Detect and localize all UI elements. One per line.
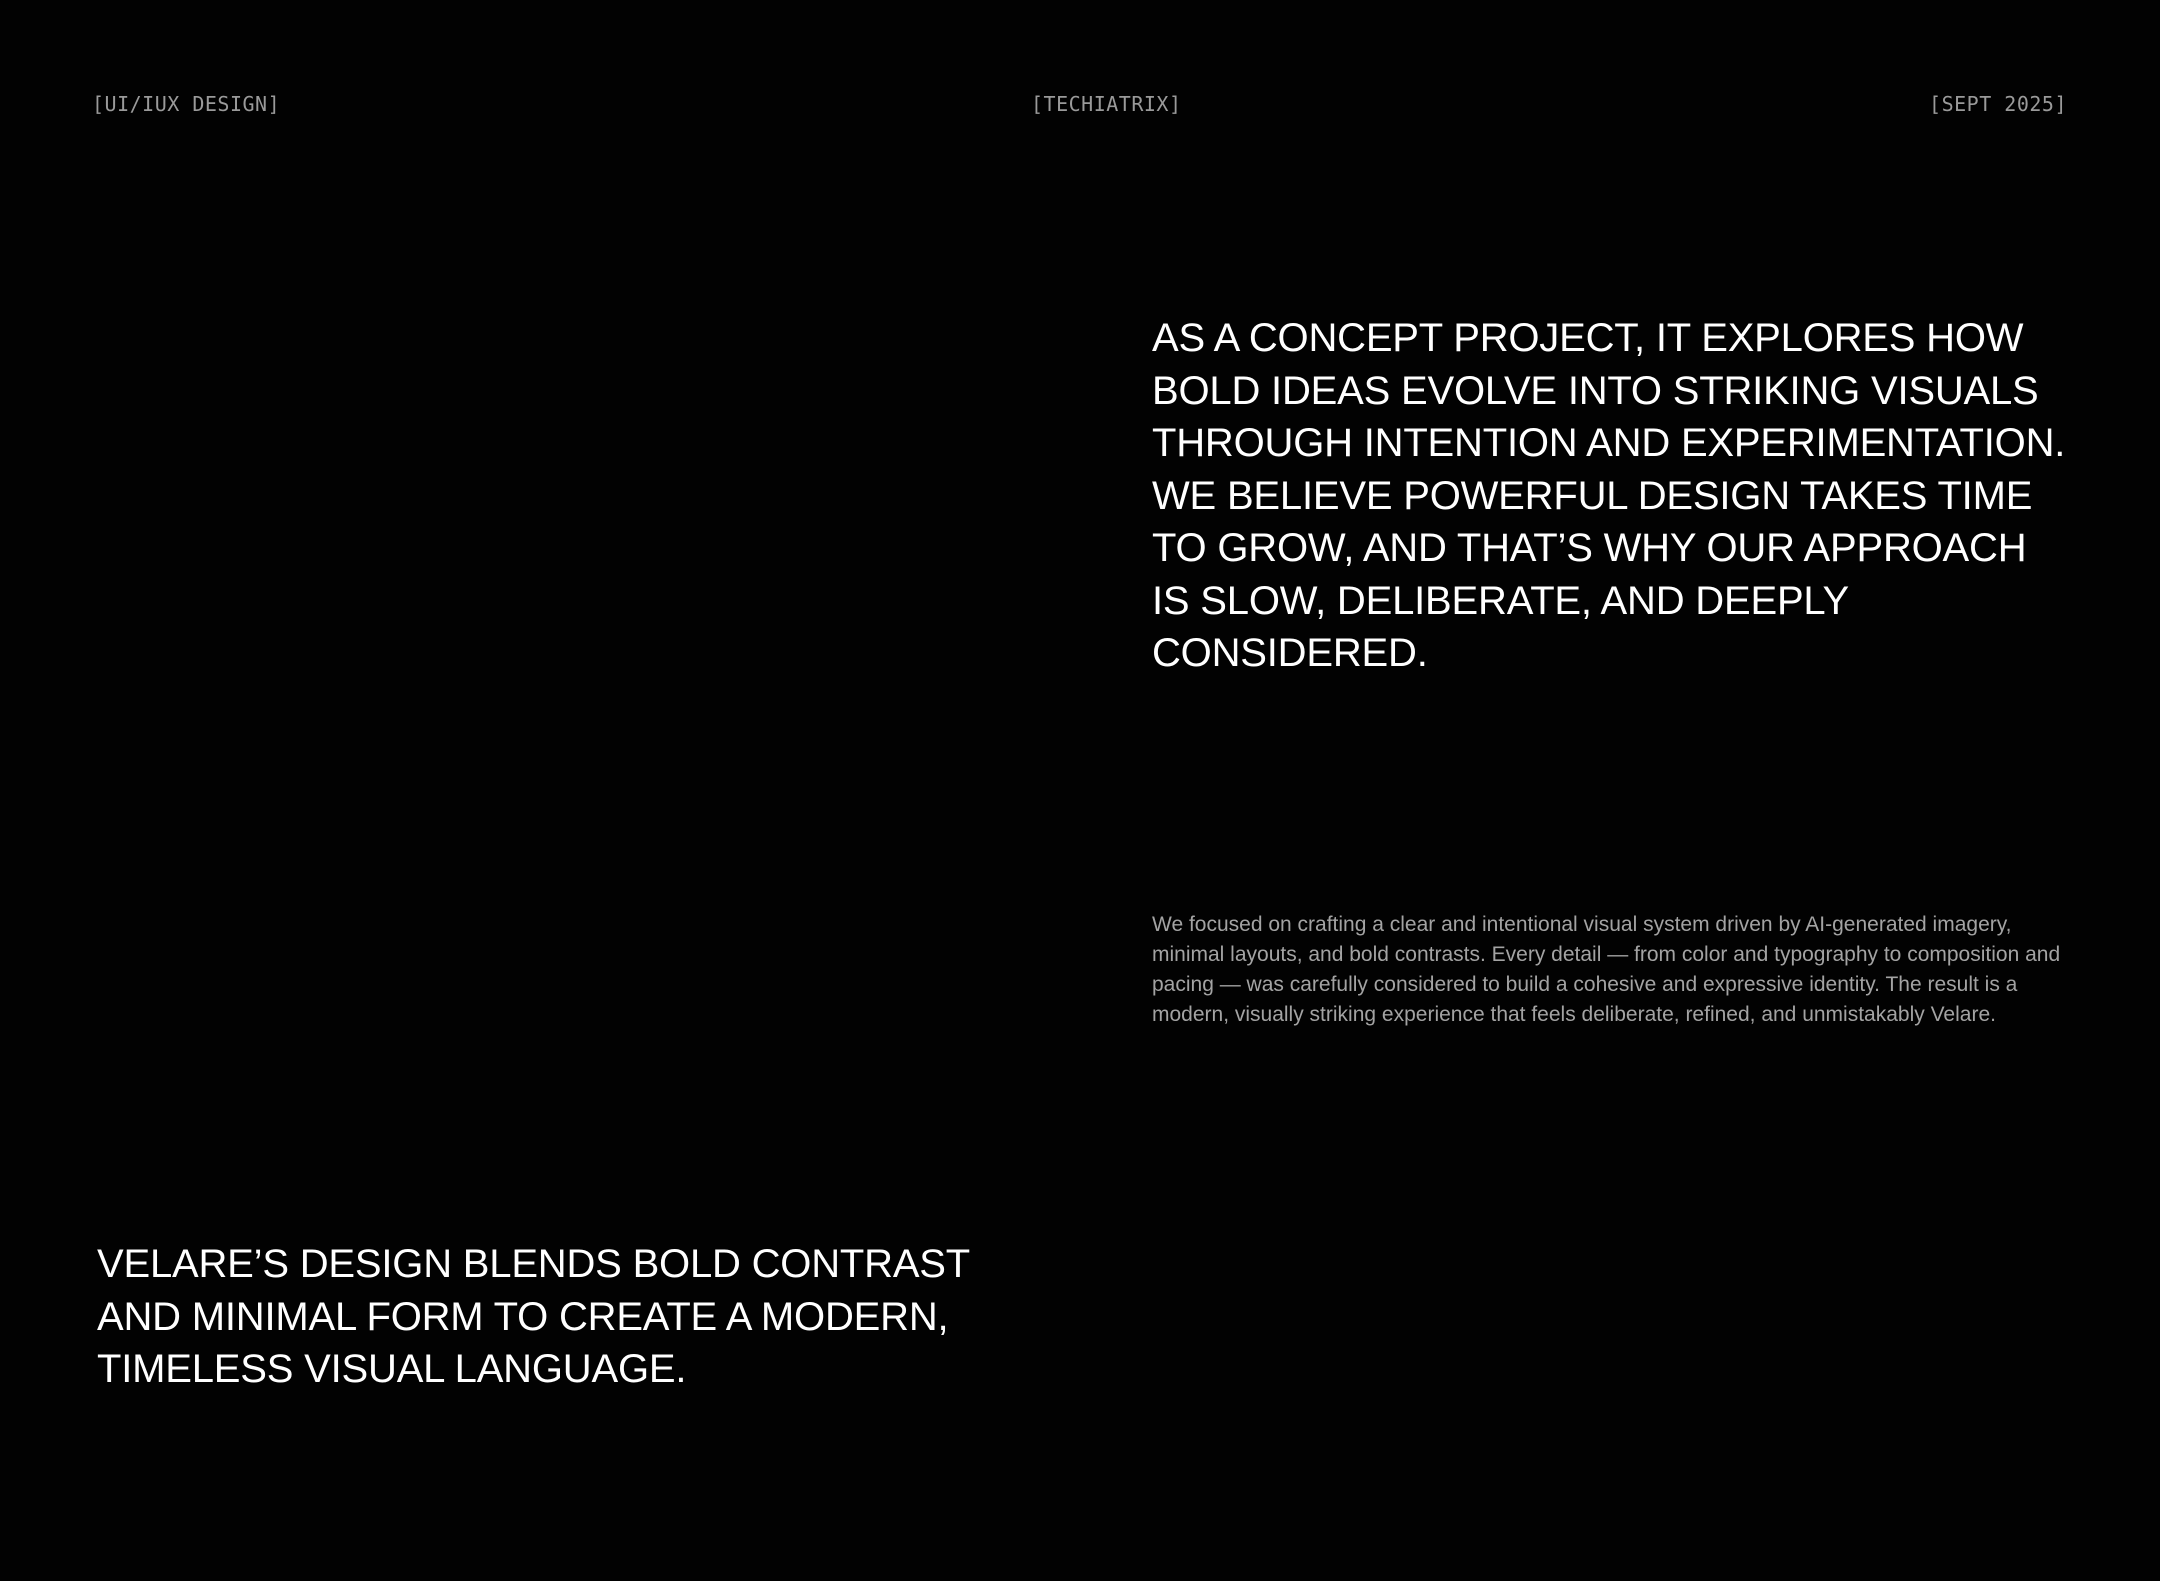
studio-label: [TECHIATRIX]	[1031, 92, 1182, 116]
category-label: [UI/IUX DESIGN]	[92, 92, 281, 116]
concept-statement: AS A CONCEPT PROJECT, IT EXPLORES HOW BOLD IDEAS EVOLVE INTO STRIKING VISUALS THROUGH INTENTION AND EXPERIMENTATION. WE BELIEVE POWERFUL DESIGN TAKES TIME TO GROW, AND THAT’S WHY OUR APPROACH IS SLOW, DELIBERATE, AND DEEPLY CONSIDERED.	[1152, 316, 2066, 675]
project-description: We focused on crafting a clear and intentional visual system driven by AI-generated imagery, minimal layouts, and bold contrasts. Every detail — from color and typography to composition and pacing — was carefully considered to build a cohesive and expressive identity. The result is a modern, visually striking experience that feels deliberate, refined, and unmistakably Velare.	[1152, 913, 2061, 1026]
date-label: [SEPT 2025]	[1929, 92, 2067, 116]
design-tagline: VELARE’S DESIGN BLENDS BOLD CONTRAST AND MINIMAL FORM TO CREATE A MODERN, TIMELESS VISUAL LANGUAGE.	[97, 1242, 970, 1391]
